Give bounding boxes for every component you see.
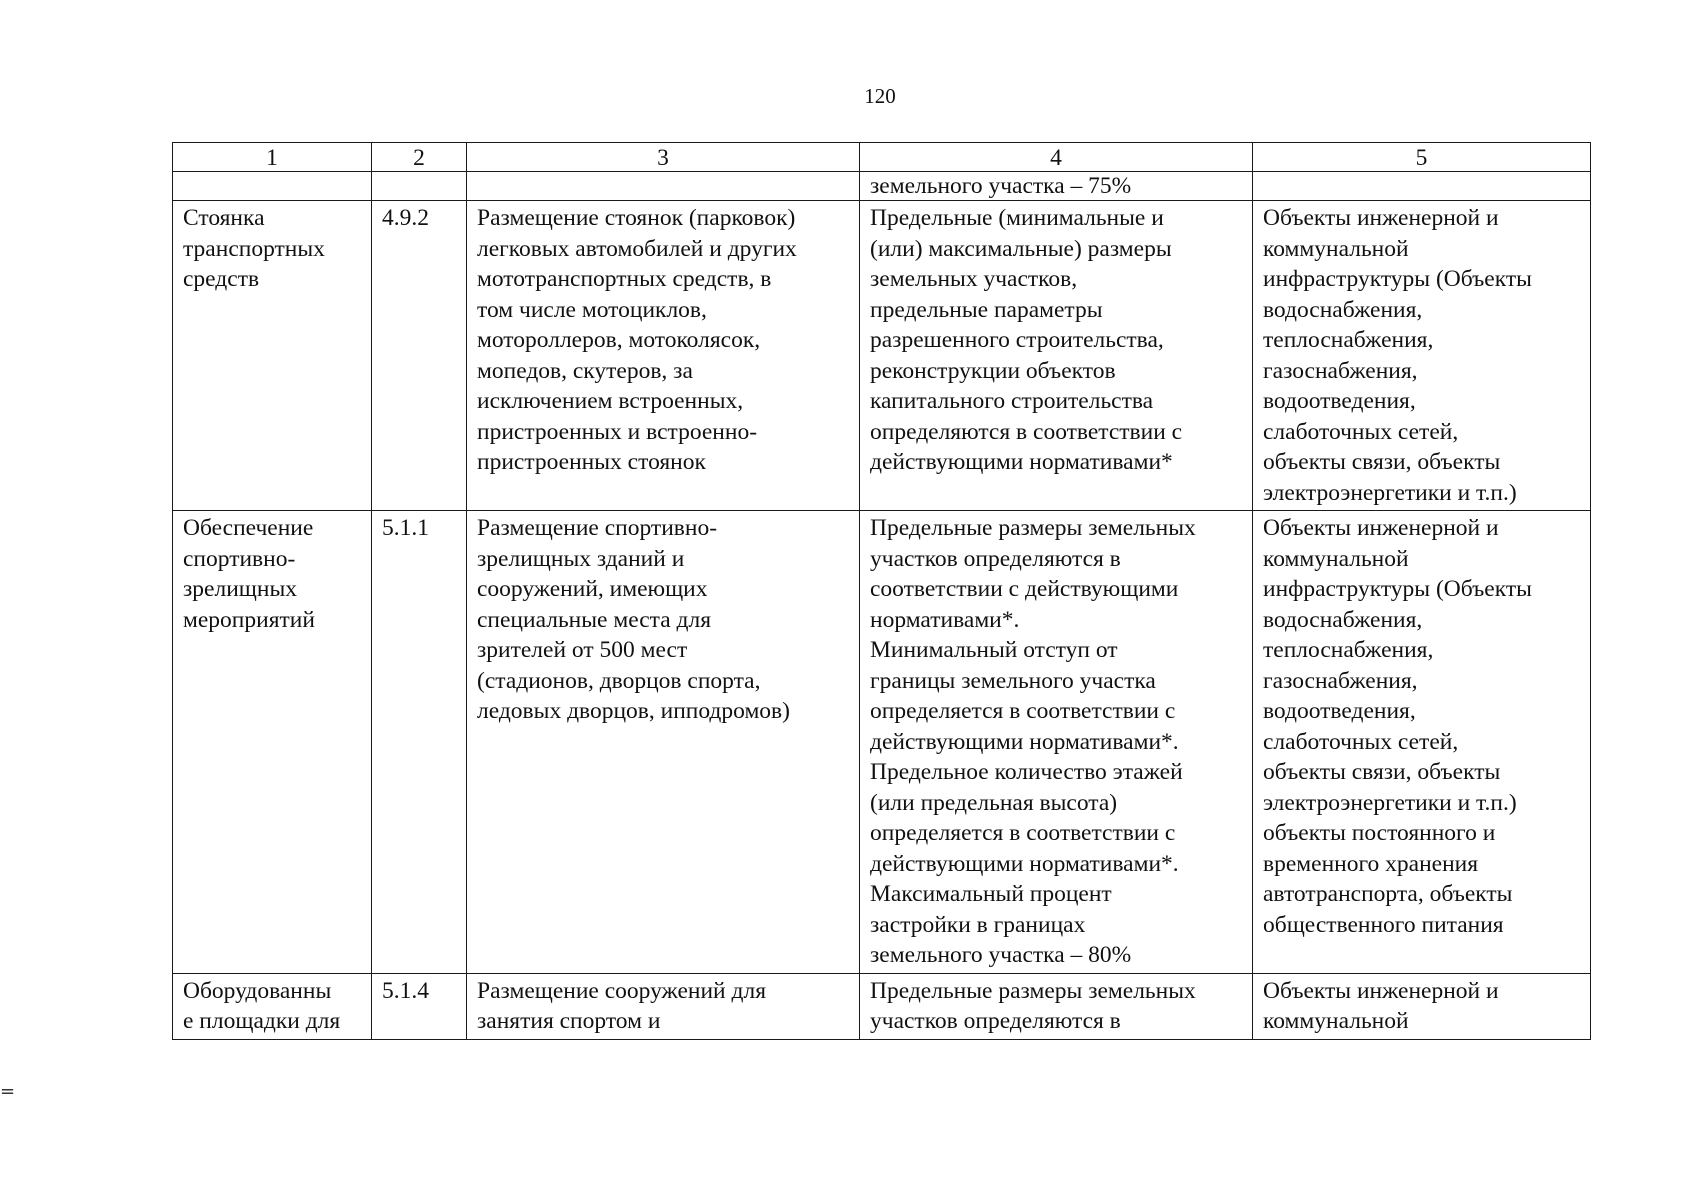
auxiliary-uses-cell: Объекты инженерной и коммунальной инфраструктуры (Объекты водоснабжения, теплоснабжения, газоснабжения, водоотведения, слаботочных сетей, объекты связи, объекты электроэнергетики и т.п.) объекты постоянного и временного хранения автотранспорта, объекты общественного питания bbox=[1253, 511, 1591, 974]
parameters-cell: Предельные (минимальные и (или) максимальные) размеры земельных участков, предельные параметры разрешенного строительства, реконструкции объектов капитального строительства определяются в соответствии с действующими нормативами* bbox=[860, 201, 1253, 511]
use-code-cell: 4.9.2 bbox=[372, 201, 467, 511]
table-row-sports-grounds bbox=[173, 973, 1591, 1039]
use-name-cell: Стоянка транспортных средств bbox=[173, 201, 372, 511]
header-cell: 4 bbox=[860, 143, 1253, 172]
auxiliary-uses-cell: Объекты инженерной и коммунальной инфраструктуры (Объекты водоснабжения, теплоснабжения, газоснабжения, водоотведения, слаботочных сетей, объекты связи, объекты электроэнергетики и т.п.) bbox=[1253, 201, 1591, 511]
table-cell bbox=[372, 172, 467, 201]
table-cell: земельного участка – 75% bbox=[860, 172, 1253, 201]
header-cell: 5 bbox=[1253, 143, 1591, 172]
table-header-row bbox=[173, 143, 1591, 172]
table-row-parking bbox=[173, 201, 1591, 511]
use-name-cell: Обеспечение спортивно- зрелищных мероприятий bbox=[173, 511, 372, 974]
land-use-table bbox=[172, 142, 1591, 1040]
use-description-cell: Размещение сооружений для занятия спортом и bbox=[467, 973, 860, 1039]
parameters-cell: Предельные размеры земельных участков определяются в соответствии с действующими нормативами*. Минимальный отступ от границы земельного участка определяется в соответствии с действующими нормативами*. Предельное количество этажей (или предельная высота) определяется в соответствии с действующими нормативами*. Максимальный процент застройки в границах земельного участка – 80% bbox=[860, 511, 1253, 974]
header-cell: 3 bbox=[467, 143, 860, 172]
page-number: 120 bbox=[864, 84, 896, 108]
use-code-cell: 5.1.4 bbox=[372, 973, 467, 1039]
header-cell: 2 bbox=[372, 143, 467, 172]
use-description-cell: Размещение спортивно- зрелищных зданий и сооружений, имеющих специальные места для зрителей от 500 мест (стадионов, дворцов спорта, ледовых дворцов, ипподромов) bbox=[467, 511, 860, 974]
auxiliary-uses-cell: Объекты инженерной и коммунальной bbox=[1253, 973, 1591, 1039]
table-cell bbox=[173, 172, 372, 201]
table-cell bbox=[1253, 172, 1591, 201]
use-code-cell: 5.1.1 bbox=[372, 511, 467, 974]
header-cell: 1 bbox=[173, 143, 372, 172]
table-cell bbox=[467, 172, 860, 201]
use-name-cell: Оборудованны е площадки для bbox=[173, 973, 372, 1039]
continuation-row bbox=[173, 172, 1591, 201]
use-description-cell: Размещение стоянок (парковок) легковых автомобилей и других мототранспортных средств, в том числе мотоциклов, мотороллеров, мотоколясок, мопедов, скутеров, за исключением встроенных, пристроенных и встроенно- пристроенных стоянок bbox=[467, 201, 860, 511]
parameters-cell: Предельные размеры земельных участков определяются в bbox=[860, 973, 1253, 1039]
margin-mark: = bbox=[0, 1081, 16, 1102]
table-row-sports-events bbox=[173, 511, 1591, 974]
